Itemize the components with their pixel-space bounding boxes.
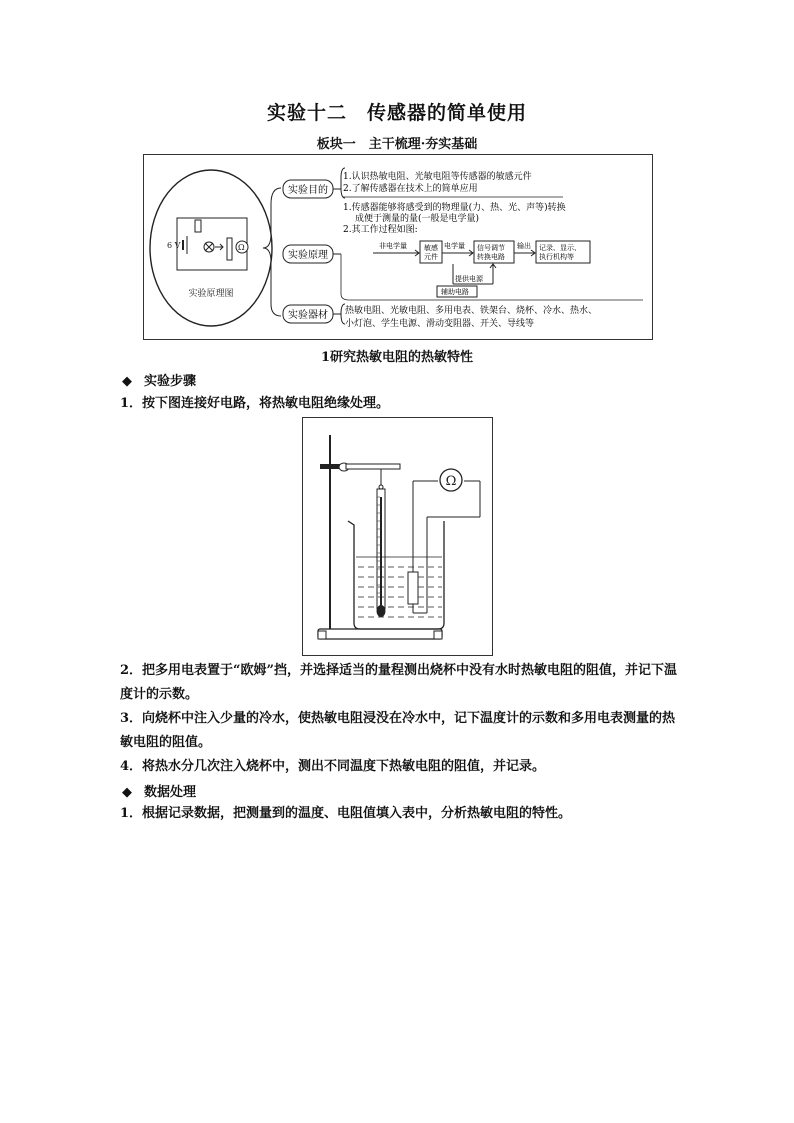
data-heading-text: 数据处理: [144, 785, 197, 800]
diamond-bullet-icon: ◆: [122, 374, 132, 389]
flow-mid: 电学量: [444, 242, 465, 250]
branch-line: 成便于测量的量(一般是电学量): [355, 214, 480, 224]
flow-input: 非电学量: [379, 242, 407, 250]
branch-line: 2.其工作过程如图:: [343, 225, 418, 235]
branch-line: 热敏电阻、光敏电阻、多用电表、铁架台、烧杯、冷水、热水、: [345, 306, 598, 316]
ohmmeter-symbol: Ω: [445, 474, 457, 489]
step-2: 2．把多用电表置于“欧姆”挡，并选择适当的量程测出烧杯中没有水时热敏电阻的阻值，并记下温度计的示数。: [120, 663, 678, 702]
circle-label: 实验原理图: [188, 289, 234, 299]
flow-output: 输出: [517, 242, 531, 250]
section-caption: 1研究热敏电阻的热敏特性: [320, 350, 474, 365]
flow-box3-line: 记录、显示、: [539, 244, 581, 252]
apparatus-figure: [302, 417, 493, 656]
flow-box2-line: 转换电路: [477, 253, 505, 261]
branch-label: 实验原理: [288, 250, 328, 261]
branch-label: 实验目的: [288, 185, 328, 196]
thermometer-icon: [377, 469, 386, 617]
branch-line: 2.了解传感器在技术上的简单应用: [343, 184, 478, 194]
data-step-1: 1．根据记录数据，把测量到的温度、电阻值填入表中，分析热敏电阻的特性。: [120, 806, 572, 821]
steps-heading: [122, 370, 196, 389]
step-3: 3．向烧杯中注入少量的冷水，使热敏电阻浸没在冷水中，记下温度计的示数和多用电表测量的热敏电阻的阻值。: [120, 711, 676, 750]
ohm-symbol: Ω: [238, 243, 245, 252]
thermistor-icon: [408, 572, 418, 604]
flow-power-note: 提供电源: [455, 275, 483, 283]
data-heading: [122, 781, 196, 800]
stand-base: [318, 629, 442, 639]
section-subtitle: 板块一 主干梳理·夯实基础: [316, 137, 478, 152]
page-title: 实验十二 传感器的简单使用: [266, 102, 527, 124]
flow-box3-line: 执行机构等: [539, 253, 574, 261]
overview-diagram: [143, 154, 653, 340]
branch-line: 1.认识热敏电阻、光敏电阻等传感器的敏感元件: [343, 172, 532, 182]
diamond-bullet-icon: ◆: [122, 785, 132, 800]
flow-box1-line: 元件: [424, 253, 438, 261]
flow-box2-line: 信号调节: [477, 244, 505, 252]
steps-heading-text: 实验步骤: [144, 374, 197, 389]
flow-aux: 辅助电路: [441, 288, 469, 296]
step-1: 1．按下图连接好电路，将热敏电阻绝缘处理。: [120, 396, 390, 411]
flow-box1-line: 敏感: [424, 244, 438, 252]
branch-line: 小灯泡、学生电源、滑动变阻器、开关、导线等: [345, 319, 535, 329]
voltage-label: 6 V: [167, 241, 181, 250]
branch-label: 实验器材: [288, 310, 328, 321]
branch-line: 1.传感器能够将感受到的物理量(力、热、光、声等)转换: [343, 203, 566, 213]
step-4: 4．将热水分几次注入烧杯中，测出不同温度下热敏电阻的阻值，并记录。: [120, 759, 546, 774]
